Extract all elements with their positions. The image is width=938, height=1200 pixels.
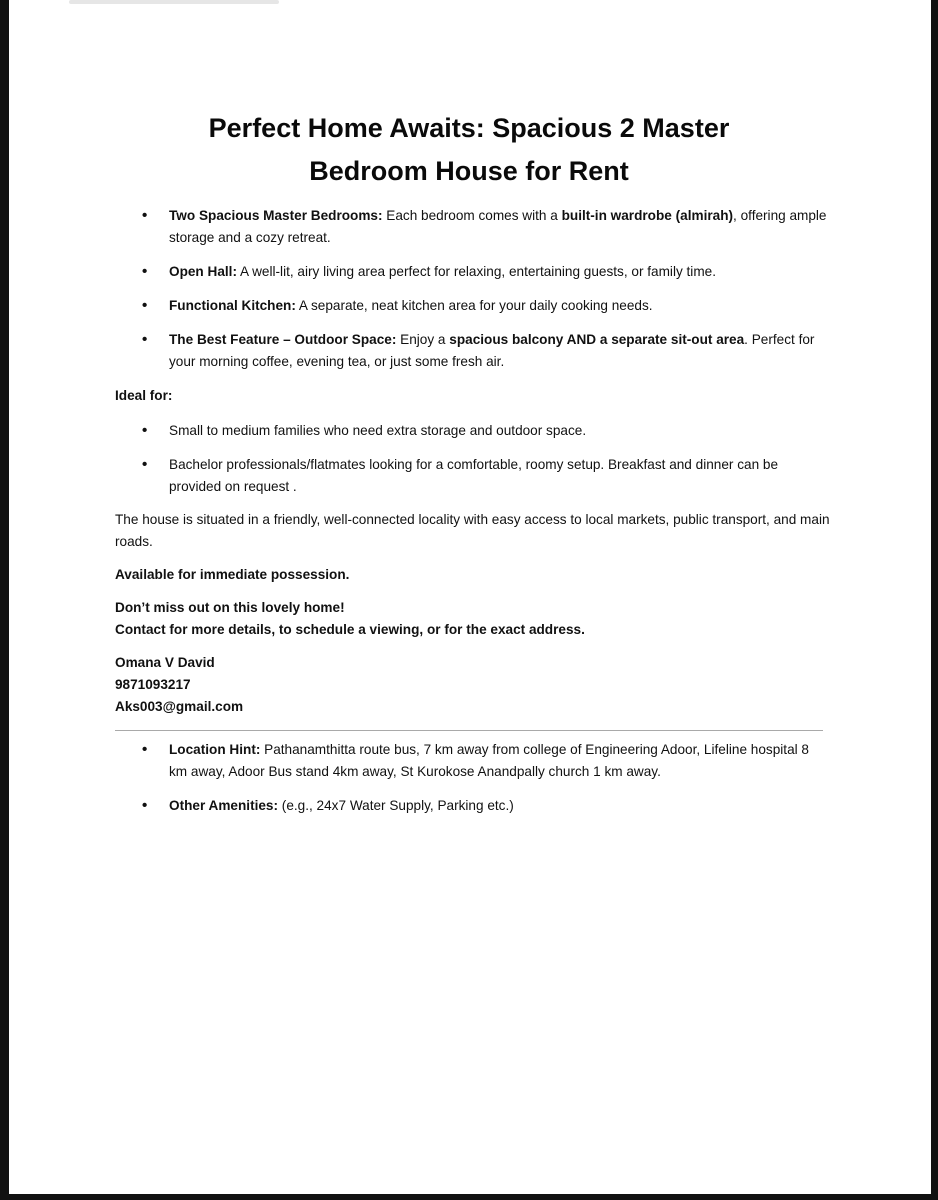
feature-text: A separate, neat kitchen area for your daily cooking needs. [295,298,653,313]
contact-name: Omana V David [115,655,215,670]
feature-text: Each bedroom comes with a [382,208,562,223]
feature-text: , offering ample storage and a cozy retreat. [169,208,827,245]
feature-highlight: spacious balcony AND a separate sit-out area [449,332,745,347]
extras-list [115,739,830,817]
title-line-2: Bedroom House for Rent [309,156,629,186]
title-line-1: Perfect Home Awaits: Spacious 2 Master [208,113,730,143]
feature-text: A well-lit, airy living area perfect for relaxing, entertaining guests, or family time. [236,264,716,279]
amenities-item [115,795,830,817]
section-divider [115,730,823,731]
extra-label: Other Amenities: [169,798,279,813]
feature-label: Open Hall: [169,264,237,279]
feature-item-kitchen [115,295,830,317]
call-to-action [115,597,830,641]
feature-label: Functional Kitchen: [169,298,296,313]
extras-section [115,739,830,829]
feature-item-hall [115,261,830,283]
feature-text: . Perfect for your morning coffee, evening tea, or just some fresh air. [169,332,815,369]
feature-label: The Best Feature – Outdoor Space: [169,332,397,347]
location-hint-item [115,739,830,783]
extra-label: Location Hint: [169,742,261,757]
features-list [115,205,830,373]
contact-block [115,652,830,718]
cta-line-2: Contact for more details, to schedule a viewing, or for the exact address. [115,622,585,637]
contact-phone: 9871093217 [115,677,191,692]
availability-text: Available for immediate possession. [115,567,350,582]
extra-text: (e.g., 24x7 Water Supply, Parking etc.) [278,798,514,813]
feature-item-outdoor [115,329,830,373]
ideal-for-item: • Bachelor professionals/flatmates looking for a comfortable, roomy setup. Breakfast and dinner can be provided on request . [115,454,830,498]
feature-text: Enjoy a [396,332,450,347]
feature-label: Two Spacious Master Bedrooms: [169,208,383,223]
ideal-for-list [115,420,830,498]
page-title [0,107,938,193]
feature-highlight: built-in wardrobe (almirah) [561,208,734,223]
ideal-for-item: • Small to medium families who need extra storage and outdoor space. [115,420,830,442]
cta-line-1: Don’t miss out on this lovely home! [115,600,345,615]
ideal-for-section [115,420,830,510]
locality-paragraph: The house is situated in a friendly, well-connected locality with easy access to local markets, public transport, and main roads. [115,512,830,549]
extra-text: Pathanamthitta route bus, 7 km away from college of Engineering Adoor, Lifeline hospital 8 km away, Adoor Bus stand 4km away, St Kurokose Anandpally church 1 km away. [169,742,809,779]
feature-item-bedrooms [115,205,830,249]
ideal-for-heading: Ideal for: [115,388,173,403]
contact-email: Aks003@gmail.com [115,699,244,714]
features-section [115,205,830,385]
scan-smudge [69,0,279,4]
